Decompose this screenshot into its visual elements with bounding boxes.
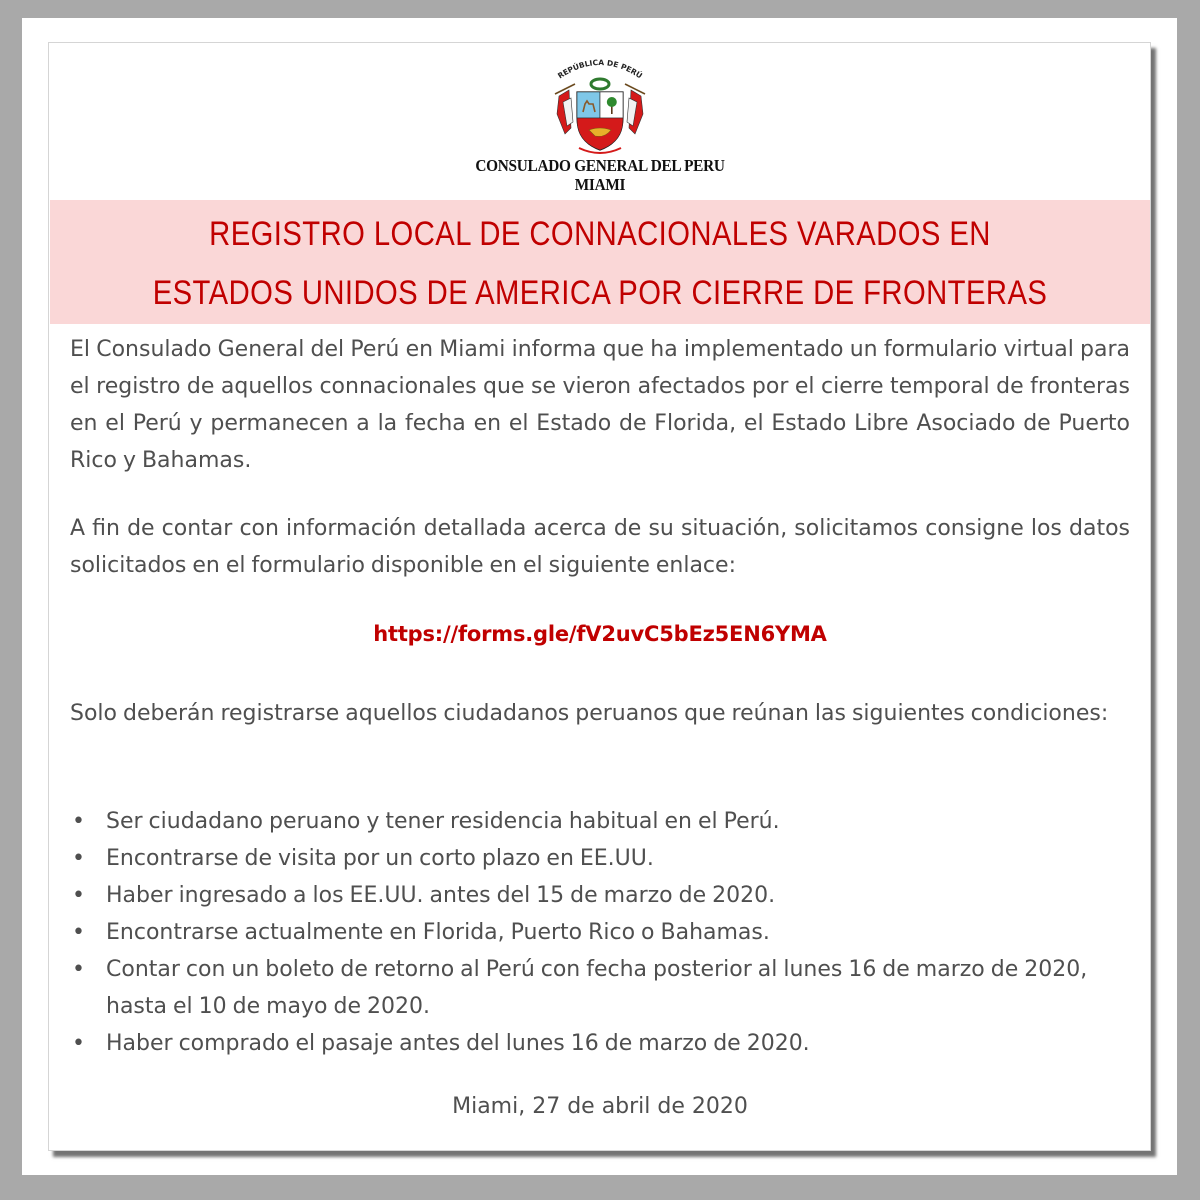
list-item [70,1025,1130,1062]
date-line: Miami, 27 de abril de 2020 [452,1094,748,1119]
bullet-icon: • [72,920,85,945]
request-paragraph: A fin de contar con información detallada acerca de su situación, solicitamos consigne los datos solicitados en el formulario disponible en el siguiente enlace: [70,516,1130,578]
bullet-icon: • [72,957,85,982]
condition-text: Ser ciudadano peruano y tener residencia habitual en el Perú. [106,809,780,834]
condition-text: Encontrarse actualmente en Florida, Puerto Rico o Bahamas. [106,920,770,945]
condition-text: Contar con un boleto de retorno al Perú con fecha posterior al lunes 16 de marzo de 2020, hasta el 10 de mayo de 2020. [106,957,1088,1019]
conditions-list [70,803,1130,1062]
eligibility-paragraph: Solo deberán registrarse aquellos ciudadanos peruanos que reúnan las siguientes condiciones: [70,701,1109,726]
condition-text: Encontrarse de visita por un corto plazo en EE.UU. [106,846,654,871]
svg-text:REPÚBLICA DE PERÚ: REPÚBLICA DE PERÚ [556,57,644,81]
bullet-icon: • [72,1031,85,1056]
list-item [70,914,1130,951]
bullet-icon: • [72,809,85,834]
consulate-city: MIAMI [574,175,626,194]
list-item [70,951,1130,1025]
peru-coat-of-arms-icon [549,54,651,158]
condition-text: Haber ingresado a los EE.UU. antes del 15 de marzo de 2020. [106,883,776,908]
title-line-1: REGISTRO LOCAL DE CONNACIONALES VARADOS EN [209,215,991,253]
bullet-icon: • [72,846,85,871]
condition-text: Haber comprado el pasaje antes del lunes 16 de marzo de 2020. [106,1031,810,1056]
list-item [70,803,1130,840]
list-item [70,840,1130,877]
bullet-icon: • [72,883,85,908]
list-item [70,877,1130,914]
intro-paragraph: El Consulado General del Perú en Miami informa que ha implementado un formulario virtual para el registro de aquellos connacionales que se vieron afectados por el cierre temporal de fronteras en el Perú y permanecen a la fecha en el Estado de Florida, el Estado Libre Asociado de Puerto Rico y Bahamas. [70,337,1130,473]
title-line-2: ESTADOS UNIDOS DE AMERICA POR CIERRE DE FRONTERAS [152,274,1048,312]
registration-form-link[interactable]: https://forms.gle/fV2uvC5bEz5EN6YMA [373,622,827,646]
consulate-name: CONSULADO GENERAL DEL PERU [475,156,725,175]
